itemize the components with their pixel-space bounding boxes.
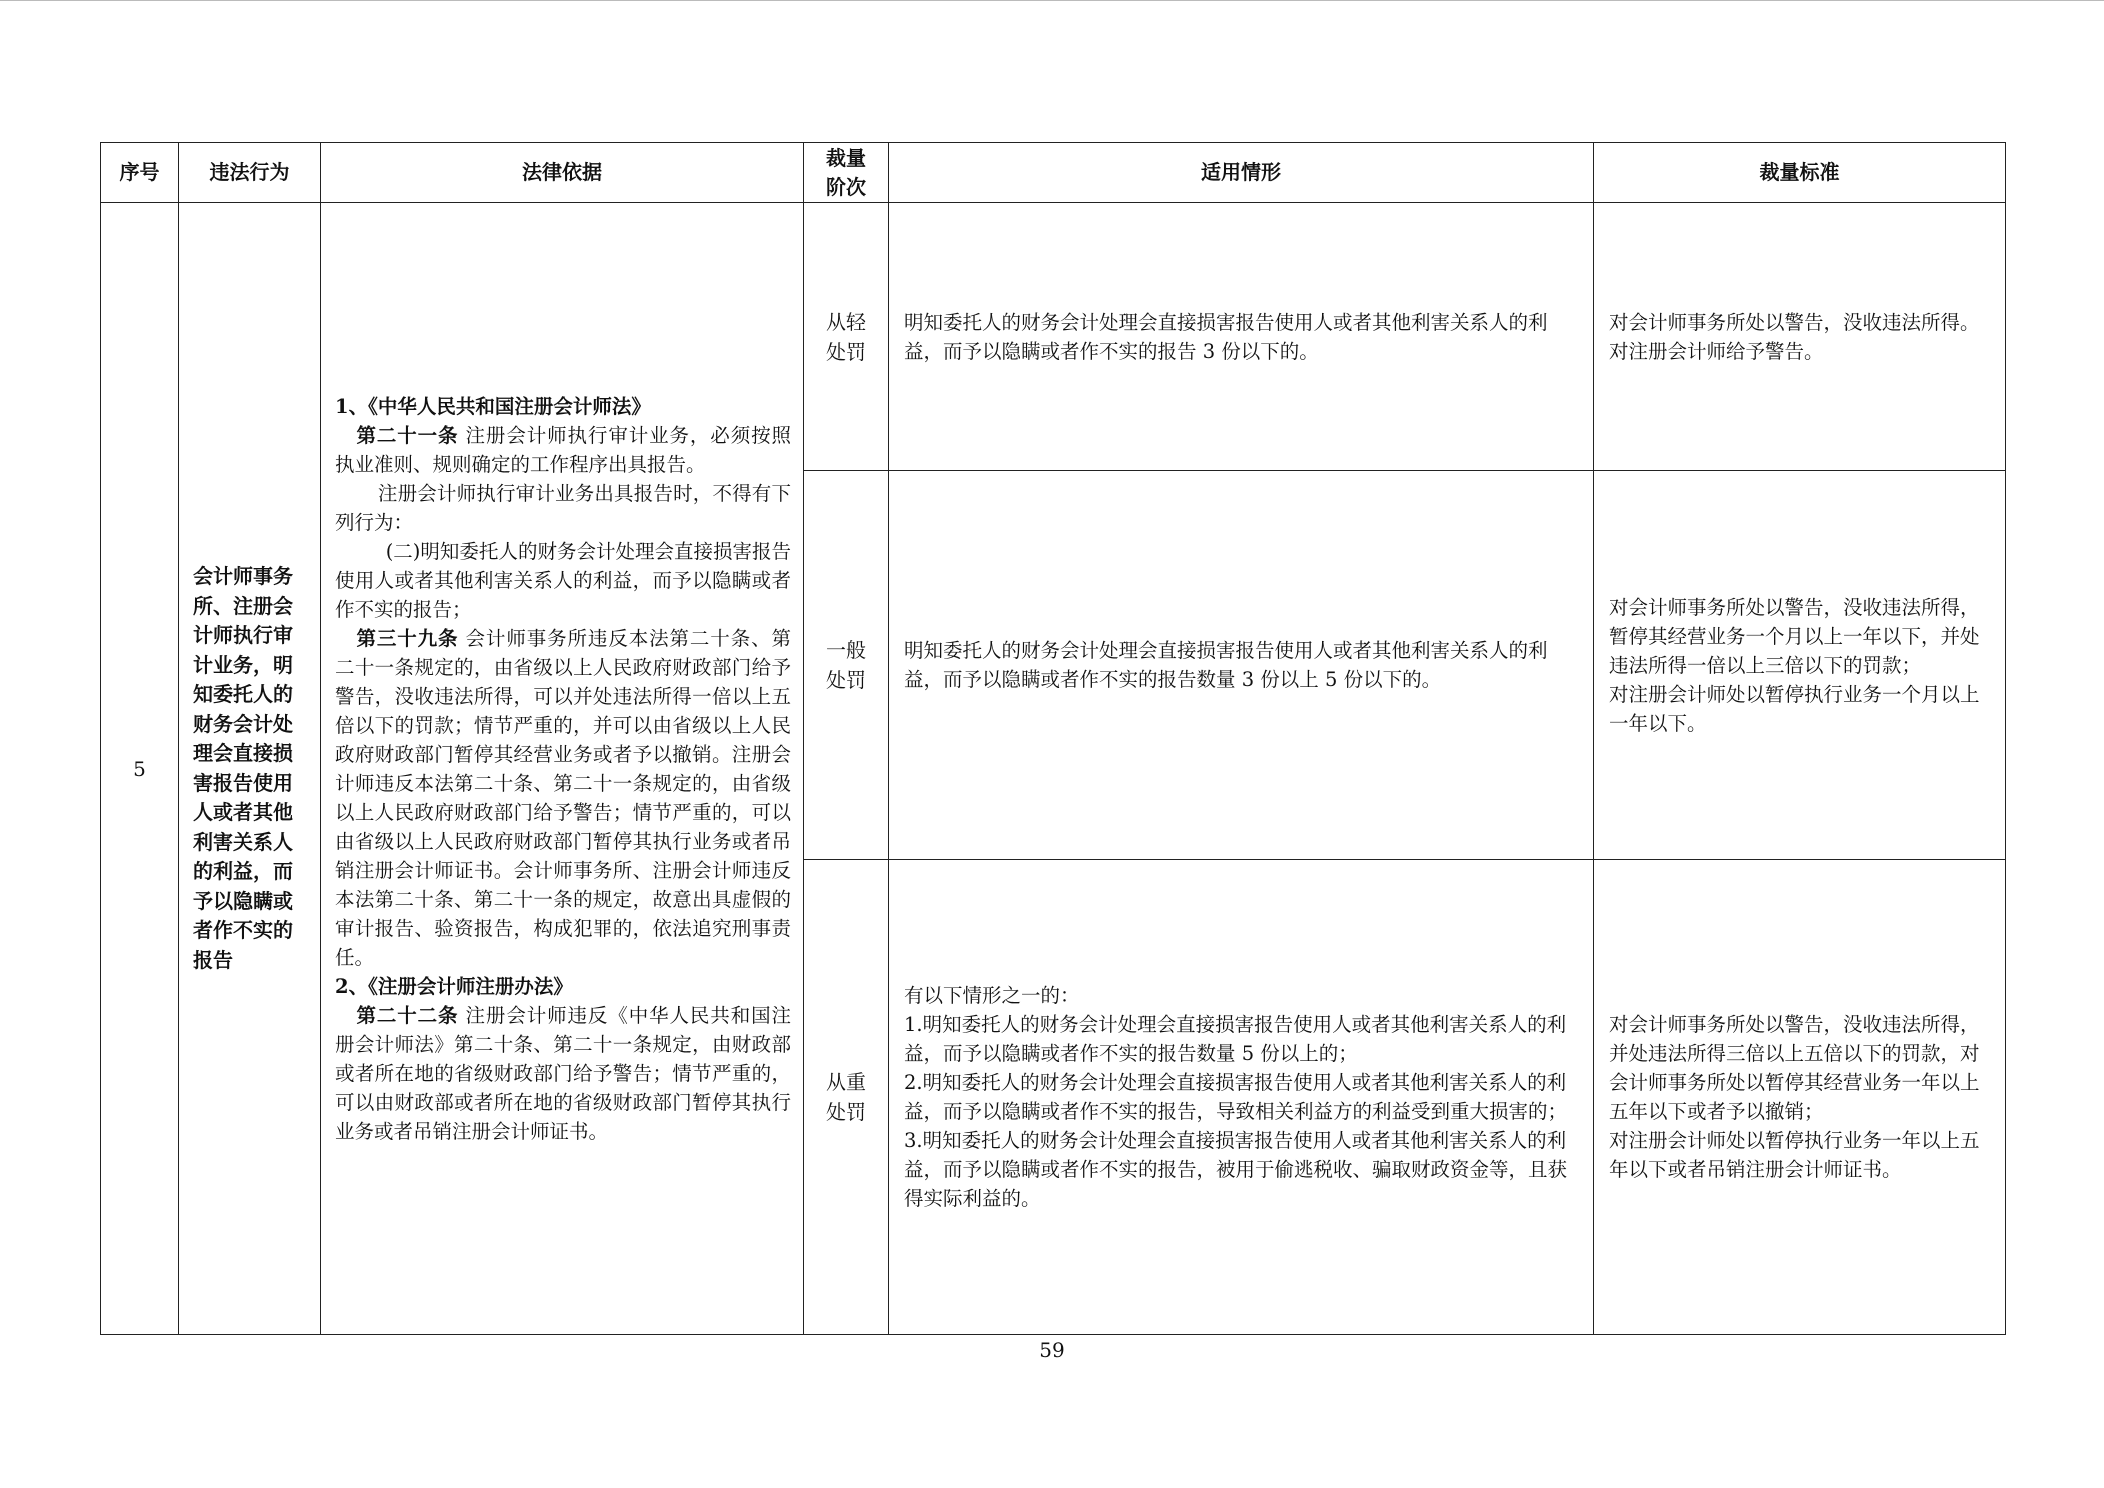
article-21-text: 注册会计师执行审计业务，必须按照执业准则、规则确定的工作程序出具报告。 xyxy=(335,423,791,476)
standard-heavy-line-2: 对注册会计师处以暂停执行业务一年以上五年以下或者吊销注册会计师证书。 xyxy=(1609,1129,1980,1181)
level-light: 从轻 处罚 xyxy=(804,203,889,471)
table-row xyxy=(101,203,2006,471)
condition-heavy-item-3: 3.明知委托人的财务会计处理会直接损害报告使用人或者其他利害关系人的利益，而予以隐瞒或者作不实的报告，被用于偷逃税收、骗取财政资金等，且获得实际利益的。 xyxy=(904,1129,1568,1210)
legal-basis xyxy=(321,203,804,1335)
article-39-label: 第三十九条 xyxy=(356,626,459,650)
condition-heavy-intro: 有以下情形之一的： xyxy=(904,984,1080,1007)
article-22-label: 第二十二条 xyxy=(356,1003,459,1027)
page-number: 59 xyxy=(1039,1338,1065,1362)
condition-heavy-item-2: 2.明知委托人的财务会计处理会直接损害报告使用人或者其他利害关系人的利益，而予以隐瞒或者作不实的报告，导致相关利益方的利益受到重大损害的； xyxy=(904,1071,1568,1123)
header-level: 裁量 阶次 xyxy=(804,143,889,203)
standard-light xyxy=(1594,203,2006,471)
condition-general xyxy=(889,471,1594,860)
condition-heavy-item-1: 1.明知委托人的财务会计处理会直接损害报告使用人或者其他利害关系人的利益，而予以隐瞒或者作不实的报告数量 5 份以上的； xyxy=(904,1013,1567,1065)
standard-general-line-1: 对会计师事务所处以警告，没收违法所得，暂停其经营业务一个月以上一年以下，并处违法所得一倍以上三倍以下的罚款； xyxy=(1609,595,1980,677)
level-heavy: 从重 处罚 xyxy=(804,860,889,1335)
article-39-text: 会计师事务所违反本法第二十条、第二十一条规定的，由省级以上人民政府财政部门给予警告，没收违法所得，可以并处违法所得一倍以上五倍以下的罚款；情节严重的，并可以由省级以上人民政府财政部门暂停其经营业务或者予以撤销。注册会计师违反本法第二十条、第二十一条规定的，由省级以上人民政府财政部门给予警告；情节严重的，可以由省级以上人民政府财政部门暂停其执行业务或者吊销注册会计师证书。会计师事务所、注册会计师违反本法第二十条、第二十一条的规定，故意出具虚假的审计报告、验资报告，构成犯罪的，依法追究刑事责任。 xyxy=(335,626,791,969)
header-standard: 裁量标准 xyxy=(1594,143,2006,203)
standard-light-line-2: 对注册会计师给予警告。 xyxy=(1609,339,1824,363)
article-21-item-2: (二)明知委托人的财务会计处理会直接损害报告使用人或者其他利害关系人的利益，而予以隐瞒或者作不实的报告； xyxy=(335,539,791,621)
page-top-edge xyxy=(0,0,2104,1)
article-22-text: 注册会计师违反《中华人民共和国注册会计师法》第二十条、第二十一条规定，由财政部或者所在地的省级财政部门给予警告；情节严重的，可以由财政部或者所在地的省级财政部门暂停其执行业务或者吊销注册会计师证书。 xyxy=(335,1003,791,1143)
law1-title: 1、《中华人民共和国注册会计师法》 xyxy=(335,394,651,418)
header-basis: 法律依据 xyxy=(321,143,804,203)
condition-general-line: 明知委托人的财务会计处理会直接损害报告使用人或者其他利害关系人的利益，而予以隐瞒或者作不实的报告数量 3 份以上 5 份以下的。 xyxy=(904,639,1548,691)
level-general: 一般 处罚 xyxy=(804,471,889,860)
header-no: 序号 xyxy=(101,143,179,203)
article-21-paragraph: 注册会计师执行审计业务出具报告时，不得有下列行为： xyxy=(335,481,791,534)
violation-description: 会计师事务所、注册会计师执行审计业务，明知委托人的财务会计处理会直接损害报告使用人或者其他利害关系人的利益，而予以隐瞒或者作不实的报告 xyxy=(179,203,321,1335)
law2-title: 2、《注册会计师注册办法》 xyxy=(335,974,573,998)
standard-general xyxy=(1594,471,2006,860)
condition-light xyxy=(889,203,1594,471)
standard-heavy xyxy=(1594,860,2006,1335)
standard-general-line-2: 对注册会计师处以暂停执行业务一个月以上一年以下。 xyxy=(1609,682,1980,735)
header-condition: 适用情形 xyxy=(889,143,1594,203)
article-21-label: 第二十一条 xyxy=(356,423,459,447)
condition-light-line: 明知委托人的财务会计处理会直接损害报告使用人或者其他利害关系人的利益，而予以隐瞒或者作不实的报告 3 份以下的。 xyxy=(904,310,1548,363)
standard-light-line-1: 对会计师事务所处以警告，没收违法所得。 xyxy=(1609,310,1980,334)
condition-heavy xyxy=(889,860,1594,1335)
row-number: 5 xyxy=(101,203,179,1335)
standard-heavy-line-1: 对会计师事务所处以警告，没收违法所得，并处违法所得三倍以上五倍以下的罚款，对会计师事务所处以暂停其经营业务一年以上五年以下或者予以撤销； xyxy=(1609,1013,1980,1123)
penalty-discretion-table xyxy=(100,142,2006,1335)
table-header-row xyxy=(101,143,2006,203)
header-violation: 违法行为 xyxy=(179,143,321,203)
